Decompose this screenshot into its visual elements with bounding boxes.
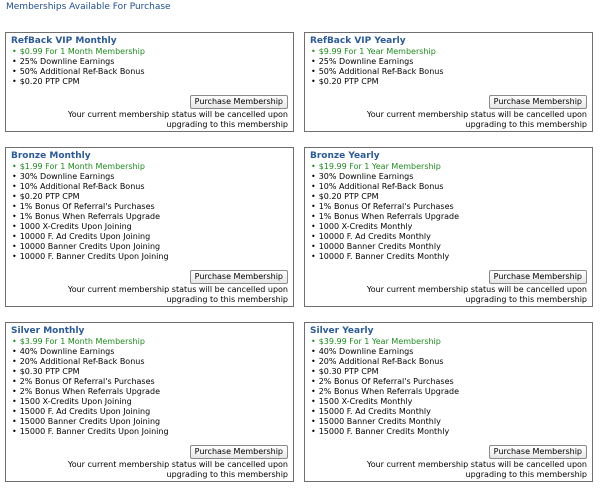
benefit-item: • 10000 F. Ad Credits Monthly <box>311 232 459 242</box>
purchase-membership-button[interactable]: Purchase Membership <box>190 95 288 109</box>
cancel-note: Your current membership status will be cancelled upon upgrading to this membership <box>67 460 288 479</box>
membership-card-silver-yearly <box>304 322 593 482</box>
benefit-item: • 10000 F. Banner Credits Upon Joining <box>12 252 169 262</box>
benefit-item: • $0.20 PTP CPM <box>311 77 444 87</box>
cancel-note: Your current membership status will be cancelled upon upgrading to this membership <box>67 285 288 304</box>
benefit-item: • 15000 F. Banner Credits Upon Joining <box>12 427 169 437</box>
membership-card-bronze-monthly <box>5 147 294 307</box>
benefit-item: • $0.30 PTP CPM <box>311 367 459 377</box>
benefit-item: • 15000 Banner Credits Monthly <box>311 417 459 427</box>
benefit-item: • 25% Downline Earnings <box>311 57 444 67</box>
page-title: Memberships Available For Purchase <box>6 2 171 12</box>
price-item: • $39.99 For 1 Year Membership <box>311 337 459 347</box>
benefit-item: • 2% Bonus When Referrals Upgrade <box>311 387 459 397</box>
benefit-list <box>12 337 169 437</box>
benefit-item: • $0.30 PTP CPM <box>12 367 169 377</box>
price-item: • $1.99 For 1 Month Membership <box>12 162 169 172</box>
cancel-note: Your current membership status will be cancelled upon upgrading to this membership <box>67 110 288 129</box>
membership-title: Bronze Monthly <box>11 151 91 161</box>
cancel-note: Your current membership status will be cancelled upon upgrading to this membership <box>366 285 587 304</box>
price-item: • $19.99 For 1 Year Membership <box>311 162 459 172</box>
benefit-item: • 15000 F. Ad Credits Monthly <box>311 407 459 417</box>
purchase-membership-button[interactable]: Purchase Membership <box>190 445 288 459</box>
benefit-list <box>311 162 459 262</box>
membership-title: RefBack VIP Monthly <box>11 36 117 46</box>
benefit-item: • 15000 Banner Credits Upon Joining <box>12 417 169 427</box>
benefit-item: • 25% Downline Earnings <box>12 57 145 67</box>
benefit-item: • 40% Downline Earnings <box>12 347 169 357</box>
benefit-item: • 1000 X-Credits Monthly <box>311 222 459 232</box>
benefit-item: • 30% Downline Earnings <box>12 172 169 182</box>
benefit-item: • 20% Additional Ref-Back Bonus <box>311 357 459 367</box>
purchase-membership-button[interactable]: Purchase Membership <box>489 95 587 109</box>
benefit-item: • 30% Downline Earnings <box>311 172 459 182</box>
benefit-item: • 15000 F. Ad Credits Upon Joining <box>12 407 169 417</box>
membership-card-refback-vip-monthly <box>5 32 294 132</box>
benefit-item: • 1500 X-Credits Monthly <box>311 397 459 407</box>
membership-title: Silver Yearly <box>310 326 374 336</box>
benefit-item: • 2% Bonus When Referrals Upgrade <box>12 387 169 397</box>
membership-card-silver-monthly <box>5 322 294 482</box>
membership-title: Silver Monthly <box>11 326 85 336</box>
benefit-list <box>12 162 169 262</box>
benefit-item: • 50% Additional Ref-Back Bonus <box>12 67 145 77</box>
purchase-membership-button[interactable]: Purchase Membership <box>489 445 587 459</box>
benefit-item: • 20% Additional Ref-Back Bonus <box>12 357 169 367</box>
benefit-list <box>311 47 444 87</box>
benefit-list <box>12 47 145 87</box>
benefit-item: • 40% Downline Earnings <box>311 347 459 357</box>
membership-title: Bronze Yearly <box>310 151 380 161</box>
benefit-item: • 1% Bonus When Referrals Upgrade <box>311 212 459 222</box>
benefit-item: • 10000 Banner Credits Monthly <box>311 242 459 252</box>
cancel-note: Your current membership status will be cancelled upon upgrading to this membership <box>366 110 587 129</box>
benefit-item: • 10000 Banner Credits Upon Joining <box>12 242 169 252</box>
benefit-item: • 1% Bonus Of Referral's Purchases <box>12 202 169 212</box>
benefit-item: • 10% Additional Ref-Back Bonus <box>311 182 459 192</box>
purchase-membership-button[interactable]: Purchase Membership <box>190 270 288 284</box>
benefit-item: • 1% Bonus When Referrals Upgrade <box>12 212 169 222</box>
benefit-list <box>311 337 459 437</box>
benefit-item: • $0.20 PTP CPM <box>12 192 169 202</box>
benefit-item: • 1000 X-Credits Upon Joining <box>12 222 169 232</box>
benefit-item: • 15000 F. Banner Credits Monthly <box>311 427 459 437</box>
benefit-item: • 2% Bonus Of Referral's Purchases <box>311 377 459 387</box>
benefit-item: • 2% Bonus Of Referral's Purchases <box>12 377 169 387</box>
benefit-item: • 50% Additional Ref-Back Bonus <box>311 67 444 77</box>
benefit-item: • 1% Bonus Of Referral's Purchases <box>311 202 459 212</box>
membership-title: RefBack VIP Yearly <box>310 36 406 46</box>
price-item: • $3.99 For 1 Month Membership <box>12 337 169 347</box>
membership-card-bronze-yearly <box>304 147 593 307</box>
benefit-item: • 10000 F. Banner Credits Monthly <box>311 252 459 262</box>
benefit-item: • 10000 F. Ad Credits Upon Joining <box>12 232 169 242</box>
cancel-note: Your current membership status will be cancelled upon upgrading to this membership <box>366 460 587 479</box>
benefit-item: • 1500 X-Credits Upon Joining <box>12 397 169 407</box>
price-item: • $9.99 For 1 Year Membership <box>311 47 444 57</box>
benefit-item: • 10% Additional Ref-Back Bonus <box>12 182 169 192</box>
membership-card-refback-vip-yearly <box>304 32 593 132</box>
purchase-membership-button[interactable]: Purchase Membership <box>489 270 587 284</box>
price-item: • $0.99 For 1 Month Membership <box>12 47 145 57</box>
benefit-item: • $0.20 PTP CPM <box>311 192 459 202</box>
benefit-item: • $0.20 PTP CPM <box>12 77 145 87</box>
